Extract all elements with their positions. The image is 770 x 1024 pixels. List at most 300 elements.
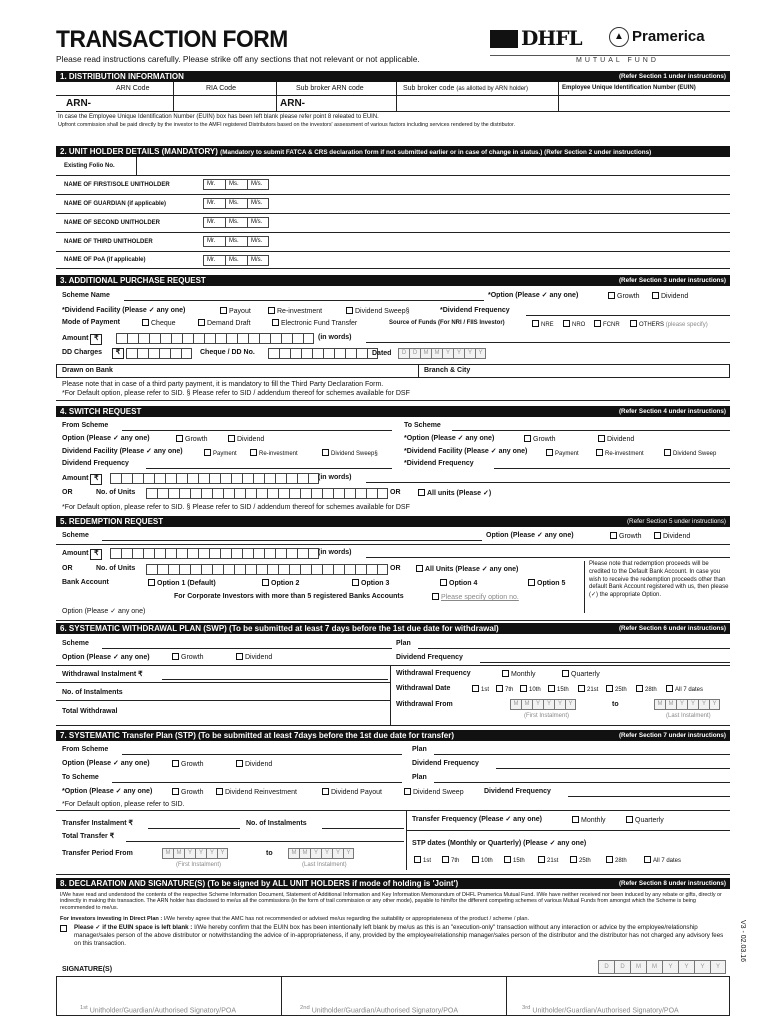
- checkbox[interactable]: [268, 307, 275, 314]
- checkbox[interactable]: [654, 532, 661, 539]
- sub-arn-prefix: ARN-: [280, 98, 305, 109]
- date-cell[interactable]: Y: [464, 348, 475, 359]
- last-instalment-cells[interactable]: [288, 848, 354, 859]
- default-option-note: *For Default option, please refer to SID. § Please refer to SID / addendum thereof for schemes available for DSF: [62, 390, 410, 397]
- checkbox[interactable]: [644, 856, 651, 863]
- checkbox[interactable]: [472, 856, 479, 863]
- checkbox[interactable]: [346, 307, 353, 314]
- date-cell[interactable]: Y: [662, 960, 678, 974]
- reinvest-option[interactable]: [216, 788, 297, 797]
- all-units-label: All units (Please ✓): [427, 490, 492, 497]
- quarterly-option[interactable]: [626, 816, 664, 825]
- section-3-ref: (Refer Section 3 under instructions): [618, 276, 726, 284]
- div-frequency2-input[interactable]: [568, 796, 730, 797]
- section-2-note: (Mandatory to submit FATCA & CRS declaration form if not submitted earlier or in case of change in status.) (Refer Section 2 under instructions): [220, 148, 652, 156]
- signature-2-input[interactable]: [282, 977, 505, 1003]
- growth-option[interactable]: [610, 532, 642, 541]
- checkbox[interactable]: [172, 653, 179, 660]
- first-instalment-caption: (First Instalment): [176, 862, 222, 868]
- checkbox[interactable]: [563, 320, 570, 327]
- dd-option[interactable]: [198, 319, 251, 328]
- instalment-label: Withdrawal Instalment ₹: [62, 671, 143, 678]
- logo-divider: [490, 55, 730, 56]
- date-cell[interactable]: Y: [332, 848, 343, 859]
- checkbox[interactable]: [236, 760, 243, 767]
- scheme-name-label: Scheme Name: [62, 292, 110, 299]
- date-cell[interactable]: Y: [554, 699, 565, 710]
- date-25th[interactable]: [606, 685, 627, 694]
- date-cell[interactable]: D: [598, 960, 614, 974]
- cheque-option[interactable]: [142, 319, 176, 328]
- holder-name-input[interactable]: [274, 254, 729, 268]
- date-cell[interactable]: M: [299, 848, 310, 859]
- plan-input[interactable]: [434, 754, 730, 755]
- date-cell[interactable]: Y: [184, 848, 195, 859]
- sweep-label: Dividend Sweep§: [331, 451, 378, 457]
- date-cell[interactable]: Y: [310, 848, 321, 859]
- section-switch: [56, 406, 730, 516]
- mr-option[interactable]: Mr.: [203, 217, 225, 228]
- to-reinvest-option[interactable]: [596, 449, 644, 458]
- checkbox[interactable]: [432, 593, 439, 600]
- sweep-option[interactable]: [322, 449, 378, 458]
- amount-words-input[interactable]: [366, 342, 730, 343]
- holder-name-input[interactable]: [274, 197, 729, 212]
- amount-grid[interactable]: [110, 548, 319, 559]
- eft-label: Electronic Fund Transfer: [281, 320, 358, 327]
- signature-1-text: Unitholder/Guardian/Authorised Signatory/POA: [89, 1007, 237, 1015]
- plan2-input[interactable]: [434, 782, 730, 783]
- section-rule: [56, 874, 730, 875]
- checkbox[interactable]: [472, 685, 479, 692]
- all-units-option[interactable]: [418, 489, 491, 498]
- date-21st[interactable]: [578, 685, 598, 694]
- monthly-option[interactable]: [572, 816, 606, 825]
- section-unit-holder: [56, 146, 730, 269]
- total-transfer-input[interactable]: [126, 841, 404, 842]
- signature-1-input[interactable]: [57, 977, 280, 1003]
- checkbox[interactable]: [578, 685, 585, 692]
- eft-option[interactable]: [272, 319, 357, 328]
- checkbox[interactable]: [250, 449, 257, 456]
- dividend-label: Dividend: [607, 436, 635, 443]
- checkbox[interactable]: [172, 788, 179, 795]
- date-cell[interactable]: Y: [710, 960, 726, 974]
- plan-label: Plan: [412, 746, 427, 753]
- date-cell[interactable]: Y: [475, 348, 486, 359]
- euin-blank-checkbox[interactable]: [60, 925, 67, 932]
- checkbox[interactable]: [598, 435, 605, 442]
- scheme-name-input[interactable]: [124, 300, 484, 301]
- dividend-option[interactable]: [228, 435, 264, 444]
- date-10th[interactable]: [520, 685, 541, 694]
- mrs-option[interactable]: M/s.: [247, 198, 269, 209]
- drawn-on-label: Drawn on Bank: [62, 367, 113, 374]
- date-cell[interactable]: M: [630, 960, 646, 974]
- date-cell[interactable]: M: [431, 348, 442, 359]
- checkbox[interactable]: [404, 788, 411, 795]
- checkbox[interactable]: [216, 788, 223, 795]
- to-payment-option[interactable]: [546, 449, 579, 458]
- quarterly-option[interactable]: [562, 670, 600, 679]
- dividend-label: Dividend: [237, 436, 265, 443]
- first-instalment-cells[interactable]: [162, 848, 228, 859]
- date-cell[interactable]: Y: [694, 960, 710, 974]
- date-cell[interactable]: Y: [442, 348, 453, 359]
- nro-option[interactable]: [563, 320, 585, 329]
- date-cell[interactable]: Y: [676, 699, 687, 710]
- all-dates-option[interactable]: [644, 856, 681, 865]
- from-scheme-input[interactable]: [122, 754, 402, 755]
- amount-grid[interactable]: [116, 333, 314, 344]
- scheme-input[interactable]: [102, 540, 482, 541]
- div-frequency-input[interactable]: [146, 468, 392, 469]
- bank-option-3[interactable]: [352, 579, 389, 588]
- instalment-input[interactable]: [148, 828, 240, 829]
- drawn-on-input[interactable]: [126, 365, 416, 377]
- checkbox[interactable]: [172, 760, 179, 767]
- checkbox[interactable]: [562, 670, 569, 677]
- checkbox[interactable]: [520, 685, 527, 692]
- nre-option[interactable]: [532, 320, 554, 329]
- date-cell[interactable]: Y: [321, 848, 332, 859]
- date-cell[interactable]: M: [420, 348, 431, 359]
- others-note: (please specify): [665, 322, 708, 328]
- growth-option[interactable]: [608, 292, 640, 301]
- sweep-option[interactable]: [404, 788, 464, 797]
- salutation-group[interactable]: [203, 217, 269, 228]
- cheque-dd-grid[interactable]: [268, 348, 378, 359]
- date-7th[interactable]: [496, 685, 513, 694]
- bank-option-2[interactable]: [262, 579, 299, 588]
- no-instalments-input[interactable]: [322, 828, 404, 829]
- payout-option[interactable]: [220, 307, 251, 316]
- checkbox[interactable]: [636, 685, 643, 692]
- checkbox[interactable]: [204, 449, 211, 456]
- date-cell[interactable]: Y: [709, 699, 720, 710]
- date-cell[interactable]: M: [521, 699, 532, 710]
- holder-name-input[interactable]: [274, 178, 729, 193]
- folio-input[interactable]: [138, 159, 728, 174]
- checkbox[interactable]: [608, 292, 615, 299]
- mrs-option[interactable]: M/s.: [247, 217, 269, 228]
- amount-text: Amount: [62, 550, 89, 557]
- euin-declaration: [74, 924, 728, 947]
- transfer-period-label: Transfer Period From: [62, 850, 133, 857]
- checkbox[interactable]: [532, 320, 539, 327]
- div-frequency-input[interactable]: [480, 662, 730, 663]
- scheme-label: Scheme: [62, 532, 89, 539]
- to-scheme-input[interactable]: [112, 782, 402, 783]
- checkbox[interactable]: [666, 685, 673, 692]
- dividend-option[interactable]: [654, 532, 690, 541]
- bank-option-5[interactable]: [528, 579, 565, 588]
- dividend-option[interactable]: [236, 760, 272, 769]
- last-instalment-cells[interactable]: [654, 699, 720, 710]
- checkbox[interactable]: [606, 856, 613, 863]
- corporate-option-placeholder: Please specify option no.: [441, 594, 519, 601]
- others-option[interactable]: [630, 320, 708, 329]
- date-1st[interactable]: [414, 856, 431, 865]
- dd-charges-grid[interactable]: [126, 348, 192, 359]
- to-div-frequency-input[interactable]: [494, 468, 730, 469]
- date-cell[interactable]: Y: [532, 699, 543, 710]
- div-frequency-input[interactable]: [526, 315, 730, 316]
- mrs-option[interactable]: M/s.: [247, 179, 269, 190]
- to-growth-option[interactable]: [172, 788, 204, 797]
- nre-label: NRE: [541, 322, 554, 328]
- dividend-option[interactable]: [652, 292, 688, 301]
- date-15th[interactable]: [548, 685, 569, 694]
- checkbox[interactable]: [442, 856, 449, 863]
- to-growth-option[interactable]: [524, 435, 556, 444]
- checkbox[interactable]: [262, 579, 269, 586]
- checkbox[interactable]: [418, 489, 425, 496]
- date-cell[interactable]: Y: [195, 848, 206, 859]
- all-units-option[interactable]: [416, 565, 518, 574]
- growth-option[interactable]: [172, 653, 204, 662]
- option-note: Option (Please ✓ any one): [62, 608, 146, 615]
- checkbox[interactable]: [416, 565, 423, 572]
- holder-label: NAME OF FIRST/SOLE UNITHOLDER: [64, 182, 170, 188]
- checkbox[interactable]: [594, 320, 601, 327]
- date-cell[interactable]: M: [646, 960, 662, 974]
- checkbox[interactable]: [572, 816, 579, 823]
- checkbox[interactable]: [570, 856, 577, 863]
- ms-option[interactable]: Ms.: [225, 255, 247, 266]
- corporate-option-input[interactable]: [432, 593, 519, 602]
- sweep-option[interactable]: [346, 307, 409, 316]
- date-cell[interactable]: M: [162, 848, 173, 859]
- default-option-note: *For Default option, please refer to SID. § Please refer to SID / addendum thereof for schemes available for DSF: [62, 504, 410, 511]
- to-option-label: [404, 435, 494, 443]
- date-10th[interactable]: [472, 856, 493, 865]
- checkbox[interactable]: [272, 319, 279, 326]
- checkbox[interactable]: [414, 856, 421, 863]
- scheme-input[interactable]: [102, 648, 392, 649]
- direct-plan-text: I/We hereby agree that the AMC has not recommended or advised me/us regarding the suitability or appropriateness of the product / scheme / plan.: [163, 916, 530, 922]
- section-6-header: [56, 623, 730, 634]
- checkbox[interactable]: [548, 685, 555, 692]
- date-cell[interactable]: Y: [698, 699, 709, 710]
- checkbox[interactable]: [524, 435, 531, 442]
- sub-broker-code-input[interactable]: [397, 96, 557, 111]
- checkbox[interactable]: [626, 816, 633, 823]
- ms-option[interactable]: Ms.: [225, 198, 247, 209]
- option-label: [486, 532, 574, 540]
- date-cell[interactable]: Y: [678, 960, 694, 974]
- first-instalment-cells[interactable]: [510, 699, 576, 710]
- amount-words-input[interactable]: [366, 557, 730, 558]
- monthly-option[interactable]: [502, 670, 536, 679]
- signature-3-input[interactable]: [507, 977, 729, 1003]
- euin-input[interactable]: [559, 96, 729, 111]
- checkbox[interactable]: [198, 319, 205, 326]
- dividend-option[interactable]: [236, 653, 272, 662]
- date-cell[interactable]: Y: [343, 848, 354, 859]
- checkbox[interactable]: [596, 449, 603, 456]
- ria-code-input[interactable]: [174, 96, 275, 111]
- signature-date-cells[interactable]: [598, 960, 726, 974]
- bank-account-label: Bank Account: [62, 579, 109, 586]
- date-cell[interactable]: Y: [565, 699, 576, 710]
- mr-option[interactable]: Mr.: [203, 236, 225, 247]
- rupee-icon: ₹: [90, 474, 102, 485]
- date-cell[interactable]: Y: [543, 699, 554, 710]
- checkbox[interactable]: [228, 435, 235, 442]
- section-redemption: [56, 516, 730, 624]
- ms-option[interactable]: Ms.: [225, 217, 247, 228]
- date-cell[interactable]: M: [288, 848, 299, 859]
- arn-prefix: ARN-: [66, 98, 91, 109]
- checkbox[interactable]: [546, 449, 553, 456]
- checkbox[interactable]: [148, 579, 155, 586]
- date-28th[interactable]: [606, 856, 627, 865]
- date-7th[interactable]: [442, 856, 459, 865]
- reinvest-label: Re-investment: [259, 451, 298, 457]
- date-cell[interactable]: M: [665, 699, 676, 710]
- date-cell[interactable]: M: [510, 699, 521, 710]
- date-21st[interactable]: [538, 856, 558, 865]
- section-1-ref: (Refer Section 1 under instructions): [618, 72, 726, 80]
- checkbox[interactable]: [606, 685, 613, 692]
- reinvest-option[interactable]: [250, 449, 298, 458]
- fcnr-option[interactable]: [594, 320, 620, 329]
- sub-broker-code-note: (as allotted by ARN holder): [456, 86, 529, 92]
- to-scheme-input[interactable]: [452, 430, 730, 431]
- checkbox[interactable]: [652, 292, 659, 299]
- instalment-input[interactable]: [162, 679, 388, 680]
- date-label: 21st: [587, 687, 599, 693]
- mr-option[interactable]: Mr.: [203, 255, 225, 266]
- checkbox[interactable]: [496, 685, 503, 692]
- checkbox[interactable]: [322, 788, 329, 795]
- to-scheme-label: To Scheme: [404, 422, 441, 429]
- checkbox[interactable]: [664, 449, 671, 456]
- sub-broker-arn-input[interactable]: [306, 96, 395, 111]
- signature-2-number: 2nd: [300, 1005, 310, 1011]
- salutation-group[interactable]: [203, 255, 269, 266]
- signature-1-caption: [80, 1005, 236, 1015]
- div-frequency-label: Dividend Frequency: [412, 760, 479, 767]
- checkbox[interactable]: [236, 653, 243, 660]
- option-label: [62, 654, 150, 662]
- checkbox[interactable]: [440, 579, 447, 586]
- date-cell[interactable]: Y: [687, 699, 698, 710]
- from-scheme-input[interactable]: [122, 430, 392, 431]
- checkbox[interactable]: [352, 579, 359, 586]
- checkbox[interactable]: [538, 856, 545, 863]
- from-scheme-label: From Scheme: [62, 422, 109, 429]
- date-cell[interactable]: D: [409, 348, 420, 359]
- checkbox[interactable]: [142, 319, 149, 326]
- amount-grid[interactable]: [110, 473, 319, 484]
- checkbox[interactable]: [220, 307, 227, 314]
- plan-input[interactable]: [418, 648, 730, 649]
- date-1st[interactable]: [472, 685, 489, 694]
- checkbox[interactable]: [504, 856, 511, 863]
- growth-label: Growth: [617, 293, 640, 300]
- reinvest-option[interactable]: [268, 307, 322, 316]
- rupee-icon: ₹: [90, 334, 102, 345]
- plan-label: Plan: [396, 640, 411, 647]
- ms-option[interactable]: Ms.: [225, 179, 247, 190]
- salutation-group[interactable]: [203, 236, 269, 247]
- branch-input[interactable]: [490, 365, 728, 377]
- all-dates-option[interactable]: [666, 685, 703, 694]
- payout-option[interactable]: [322, 788, 382, 797]
- growth-option[interactable]: [176, 435, 208, 444]
- date-cell[interactable]: Y: [217, 848, 228, 859]
- date-25th[interactable]: [570, 856, 591, 865]
- dated-cells[interactable]: [398, 348, 486, 359]
- folio-row: [56, 157, 730, 176]
- checkbox[interactable]: [176, 435, 183, 442]
- signature-3-text: Unitholder/Guardian/Authorised Signatory/POA: [532, 1007, 679, 1015]
- holder-name-input[interactable]: [274, 235, 729, 250]
- mr-option[interactable]: Mr.: [203, 179, 225, 190]
- date-label: 1st: [423, 858, 432, 864]
- date-cell[interactable]: M: [654, 699, 665, 710]
- first-instalment-caption: (First Instalment): [524, 713, 570, 719]
- section-rule: [56, 725, 730, 726]
- date-cell[interactable]: Y: [206, 848, 217, 859]
- holder-name-input[interactable]: [274, 216, 729, 231]
- div-frequency2-label: Dividend Frequency: [484, 788, 551, 795]
- units-grid[interactable]: [146, 564, 388, 575]
- growth-option[interactable]: [172, 760, 204, 769]
- distribution-grid: [56, 82, 730, 112]
- bank-option-1[interactable]: [148, 579, 216, 588]
- to-dividend-option[interactable]: [598, 435, 634, 444]
- checkbox[interactable]: [610, 532, 617, 539]
- checkbox[interactable]: [528, 579, 535, 586]
- option-label: [62, 760, 150, 768]
- date-28th[interactable]: [636, 685, 657, 694]
- date-label: 10th: [529, 687, 541, 693]
- ms-option[interactable]: Ms.: [225, 236, 247, 247]
- div-facility-label: *Dividend Facility (Please ✓ any one): [62, 307, 186, 314]
- checkbox[interactable]: [630, 320, 637, 327]
- date-cell[interactable]: Y: [453, 348, 464, 359]
- date-cell[interactable]: D: [398, 348, 409, 359]
- bank-option-4[interactable]: [440, 579, 477, 588]
- mode-payment-label: Mode of Payment: [62, 319, 120, 326]
- arn-code-input[interactable]: [86, 96, 172, 111]
- mrs-option[interactable]: M/s.: [247, 255, 269, 266]
- div-frequency-input[interactable]: [496, 768, 730, 769]
- units-grid[interactable]: [146, 488, 388, 499]
- to-sweep-option[interactable]: [664, 449, 716, 458]
- dividend-label: Dividend: [245, 761, 273, 768]
- or-label: OR: [390, 565, 401, 572]
- mrs-option[interactable]: M/s.: [247, 236, 269, 247]
- date-label: 28th: [615, 858, 627, 864]
- payment-option[interactable]: [204, 449, 237, 458]
- amount-words-input[interactable]: [366, 482, 730, 483]
- date-15th[interactable]: [504, 856, 525, 865]
- date-cell[interactable]: M: [173, 848, 184, 859]
- date-cell[interactable]: D: [614, 960, 630, 974]
- sweep-label: Dividend Sweep§: [355, 308, 410, 315]
- checkbox[interactable]: [502, 670, 509, 677]
- dhfl-logo-text: DHFL: [521, 26, 582, 50]
- salutation-group[interactable]: [203, 198, 269, 209]
- salutation-group[interactable]: [203, 179, 269, 190]
- mr-option[interactable]: Mr.: [203, 198, 225, 209]
- checkbox[interactable]: [322, 449, 329, 456]
- signature-2-caption: [300, 1005, 458, 1015]
